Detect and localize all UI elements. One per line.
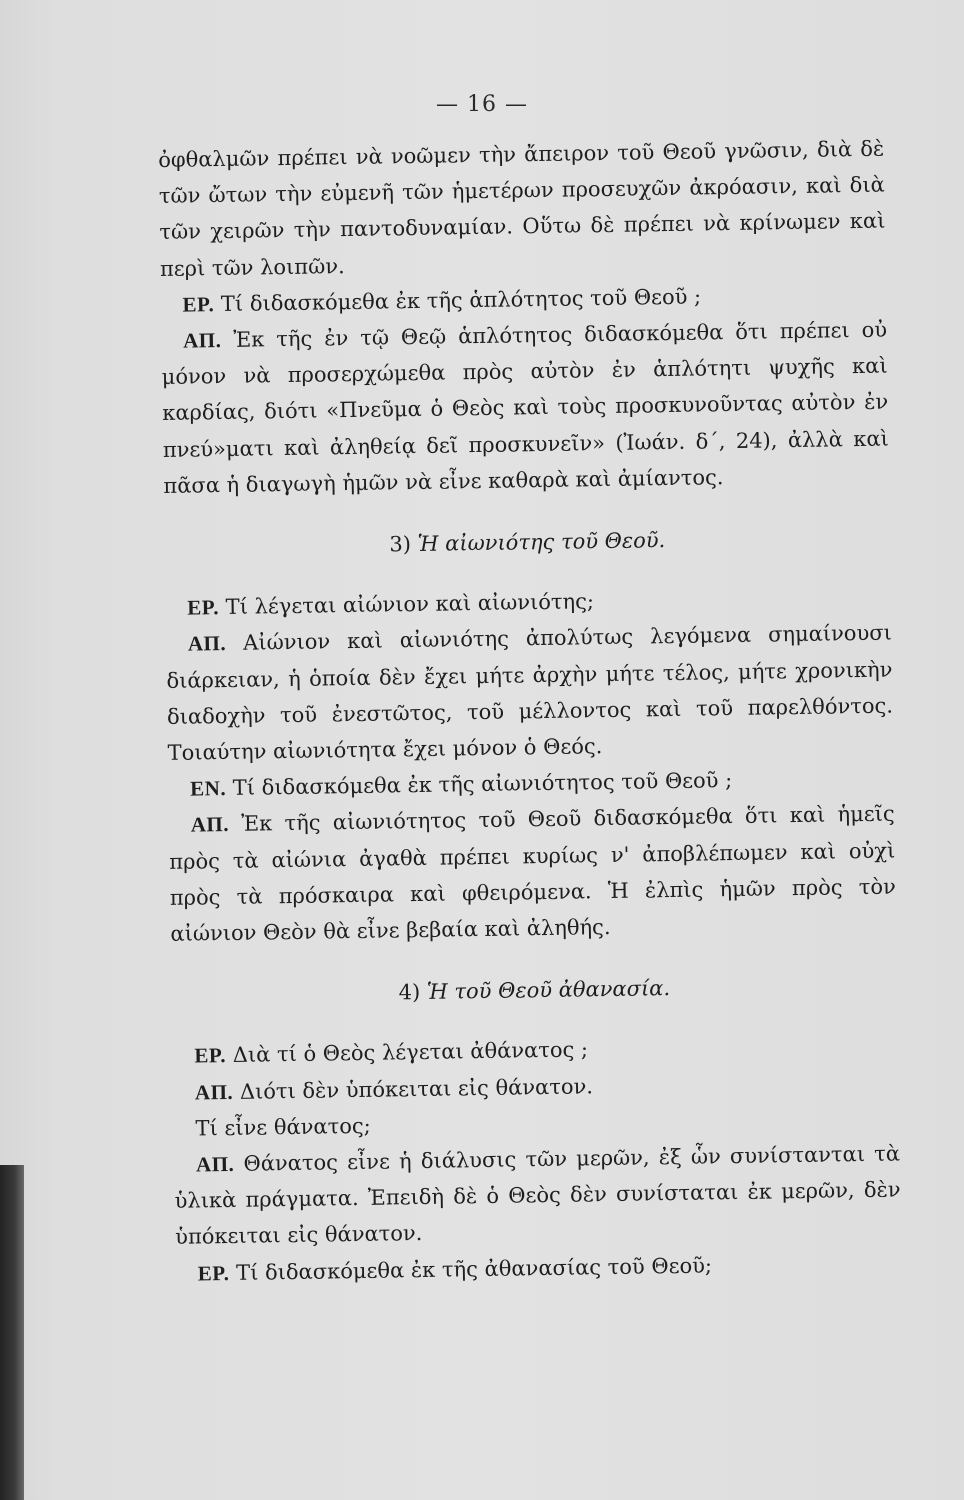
paragraph-text: Τί εἶνε θάνατος;	[195, 1113, 371, 1141]
answer-death	[174, 1136, 902, 1256]
paragraph-text: Ἐκ τῆς αἰωνιότητος τοῦ Θεοῦ διδασκόμεθα ὅτι καὶ ἡμεῖς πρὸς τὰ αἰώνια ἀγαθὰ πρέπει κυρίως ν' ἀποβλέπωμεν καὶ οὐχὶ πρὸς τὰ πρόσκαιρα καὶ φθειρόμενα. Ἡ ἐλπὶς ἡμῶν πρὸς τὸν αἰώνιον Θεὸν θὰ εἶνε βεβαία καὶ ἀληθής.	[169, 801, 896, 946]
section-title: Ἡ τοῦ Θεοῦ ἀθανασία.	[426, 976, 671, 1005]
paragraph-text: Διὰ τί ὁ Θεὸς λέγεται ἀθάνατος ;	[232, 1037, 589, 1068]
paragraph-text: Τί λέγεται αἰώνιον καὶ αἰωνιότης;	[225, 589, 595, 620]
speaker-label: ΕΡ.	[197, 1260, 230, 1286]
paragraph-text: Τί διδασκόμεθα ἐκ τῆς ἀθανασίας τοῦ Θεοῦ;	[235, 1253, 713, 1285]
section-number: 3)	[389, 532, 412, 557]
section-number: 4)	[398, 980, 421, 1005]
speaker-label: ΑΠ.	[187, 631, 227, 657]
section-heading-eternity	[164, 493, 891, 591]
paragraph-text: Διότι δὲν ὑπόκειται εἰς θάνατον.	[239, 1073, 594, 1104]
answer-simplicity	[161, 312, 890, 504]
paragraph-text: Τί διδασκόμεθα ἐκ τῆς αἰωνιότητος τοῦ Θεοῦ ;	[232, 768, 733, 801]
paragraph-text: Τί διδασκόμεθα ἐκ τῆς ἁπλότητος τοῦ Θεοῦ ;	[220, 284, 702, 316]
speaker-label: ΕΡ.	[182, 291, 215, 317]
paragraph-text: Θάνατος εἶνε ἡ διάλυσις τῶν μερῶν, ἐξ ὧν συνίστανται τὰ ὑλικὰ πράγματα. Ἐπειδὴ δὲ ὁ Θεὸς δὲν συνίσταται ἐκ μερῶν, δὲν ὑπόκειται εἰς θάνατον.	[174, 1141, 901, 1250]
speaker-label: ΑΠ.	[182, 328, 222, 353]
answer-eternity-lesson	[168, 796, 896, 952]
paragraph-text: ὀφθαλμῶν πρέπει νὰ νοῶμεν τὴν ἄπειρον τοῦ Θεοῦ γνῶσιν, διὰ δὲ τῶν ὤτων τὴν εὐμενῆ τῶν ἡμετέρων προσευχῶν ἀκρόασιν, καὶ διὰ τῶν χειρῶν τὴν παντοδυναμίαν. Οὕτω δὲ πρέπει νὰ κρίνωμεν καὶ περὶ τῶν λοιπῶν.	[158, 136, 886, 281]
speaker-label: ΑΠ.	[195, 1152, 235, 1177]
answer-eternity-definition	[166, 615, 894, 771]
speaker-label: ΕΡ.	[194, 1043, 227, 1069]
page-body	[158, 131, 902, 1292]
paragraph-text: Ἐκ τῆς ἐν τῷ Θεῷ ἁπλότητος διδασκόμεθα ὅτι πρέπει οὐ μόνον νὰ προσερχώμεθα πρὸς αὐτὸν ἐν ἁπλότητι ψυχῆς καὶ καρδίας, διότι «Πνεῦμα ὁ Θεὸς καὶ τοὺς προσκυνοῦντας αὐτὸν ἐν πνεύ»ματι καὶ ἀληθείᾳ δεῖ προσκυνεῖν» (Ἰωάν. δ΄, 24), ἀλλὰ καὶ πᾶσα ἡ διαγωγὴ ἡμῶν νὰ εἶνε καθαρὰ καὶ ἀμίαντος.	[161, 317, 889, 498]
speaker-label: ΕΡ.	[187, 595, 220, 620]
speaker-label: ΕΝ.	[189, 776, 227, 801]
section-title: Ἡ αἰωνιότης τοῦ Θεοῦ.	[417, 528, 666, 557]
section-heading-immortality	[171, 941, 898, 1039]
page-number: — 16 —	[436, 92, 528, 117]
paragraph-text: Αἰώνιον καὶ αἰωνιότης ἀπολύτως λεγόμενα σημαίνουσι διάρκειαν, ἡ ὁποία δὲν ἔχει μήτε ἀρχὴν μήτε τέλος, μήτε χρονικὴν διαδοχὴν τοῦ ἐνεστῶτος, τοῦ μέλλοντος καὶ τοῦ παρελθόντος. Τοιαύτην αἰωνιότητα ἔχει μόνον ὁ Θεός.	[166, 620, 894, 765]
speaker-label: ΑΠ.	[194, 1079, 234, 1105]
scan-dark-edge	[0, 1165, 24, 1500]
speaker-label: ΑΠ.	[190, 812, 230, 838]
paragraph-continuation	[158, 131, 886, 287]
